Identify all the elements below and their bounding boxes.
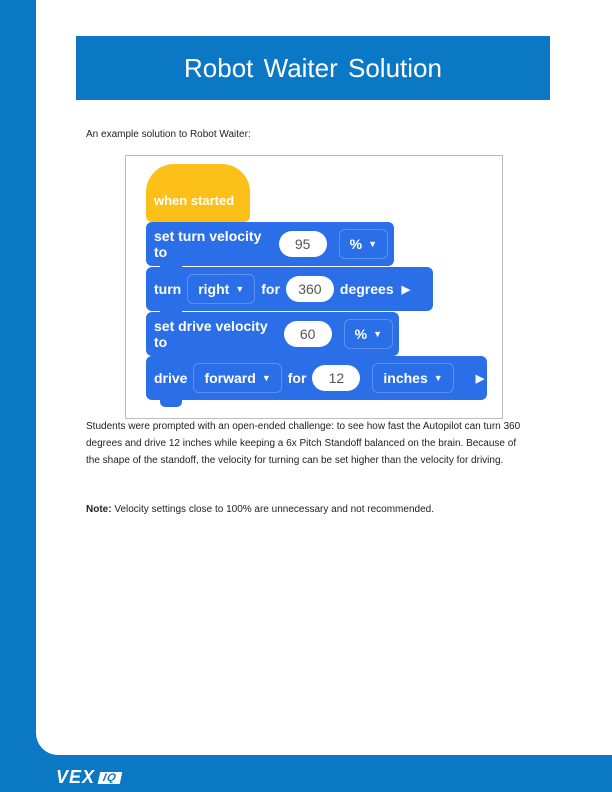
when-started-block bbox=[146, 164, 250, 222]
dropdown-value: right bbox=[198, 281, 230, 297]
drive-velocity-value[interactable]: 60 bbox=[284, 321, 332, 347]
page bbox=[36, 0, 612, 755]
block-label: degrees bbox=[339, 281, 394, 297]
caret-down-icon: ▼ bbox=[235, 284, 245, 294]
dropdown-value: inches bbox=[383, 370, 428, 386]
drive-distance-value[interactable]: 12 bbox=[312, 365, 360, 391]
logo-badge: IQ bbox=[98, 772, 122, 784]
turn-degrees-value[interactable]: 360 bbox=[286, 276, 334, 302]
drive-velocity-unit-dropdown[interactable] bbox=[344, 319, 393, 349]
vex-iq-logo bbox=[56, 767, 121, 788]
block-label: for bbox=[287, 370, 307, 386]
note-text: Velocity settings close to 100% are unnecessary and not recommended. bbox=[111, 504, 434, 515]
logo-text: VEX bbox=[56, 767, 96, 787]
note bbox=[86, 504, 434, 515]
caret-down-icon: ▼ bbox=[261, 373, 271, 383]
intro-text: An example solution to Robot Waiter: bbox=[86, 129, 251, 140]
dropdown-value: forward bbox=[204, 370, 256, 386]
block-label: set turn velocity to bbox=[154, 228, 262, 260]
dropdown-value: % bbox=[354, 326, 368, 342]
page-title: Robot Waiter Solution bbox=[76, 36, 550, 100]
turn-velocity-value[interactable]: 95 bbox=[279, 231, 327, 257]
when-started-label: when started bbox=[154, 193, 235, 208]
caret-down-icon: ▼ bbox=[368, 239, 377, 249]
block-label: set drive velocity to bbox=[154, 318, 268, 350]
turn-velocity-unit-dropdown[interactable] bbox=[339, 229, 388, 259]
drive-unit-dropdown[interactable] bbox=[372, 363, 453, 393]
note-label: Note: bbox=[86, 504, 112, 515]
turn-direction-dropdown[interactable] bbox=[187, 274, 255, 304]
caret-down-icon: ▼ bbox=[373, 329, 382, 339]
explanation-paragraph: Students were prompted with an open-ended challenge: to see how fast the Autopilot can turn 360 degrees and drive 12 inches while keeping a 6x Pitch Standoff balanced on the brain. Because of the shape of the standoff, the velocity for turning can be set higher than the velocity for driving. bbox=[86, 421, 521, 466]
block-label: turn bbox=[154, 281, 182, 297]
block-label: drive bbox=[154, 370, 188, 386]
set-drive-velocity-block bbox=[146, 312, 399, 356]
set-turn-velocity-block bbox=[146, 222, 394, 266]
dropdown-value: % bbox=[349, 236, 363, 252]
caret-down-icon: ▼ bbox=[433, 373, 443, 383]
code-blocks-figure bbox=[125, 155, 503, 419]
block-label: for bbox=[261, 281, 280, 297]
drive-block bbox=[146, 356, 487, 400]
play-icon: ▶ bbox=[475, 372, 485, 385]
turn-block bbox=[146, 267, 433, 311]
drive-direction-dropdown[interactable] bbox=[193, 363, 281, 393]
play-icon: ▶ bbox=[401, 283, 411, 296]
